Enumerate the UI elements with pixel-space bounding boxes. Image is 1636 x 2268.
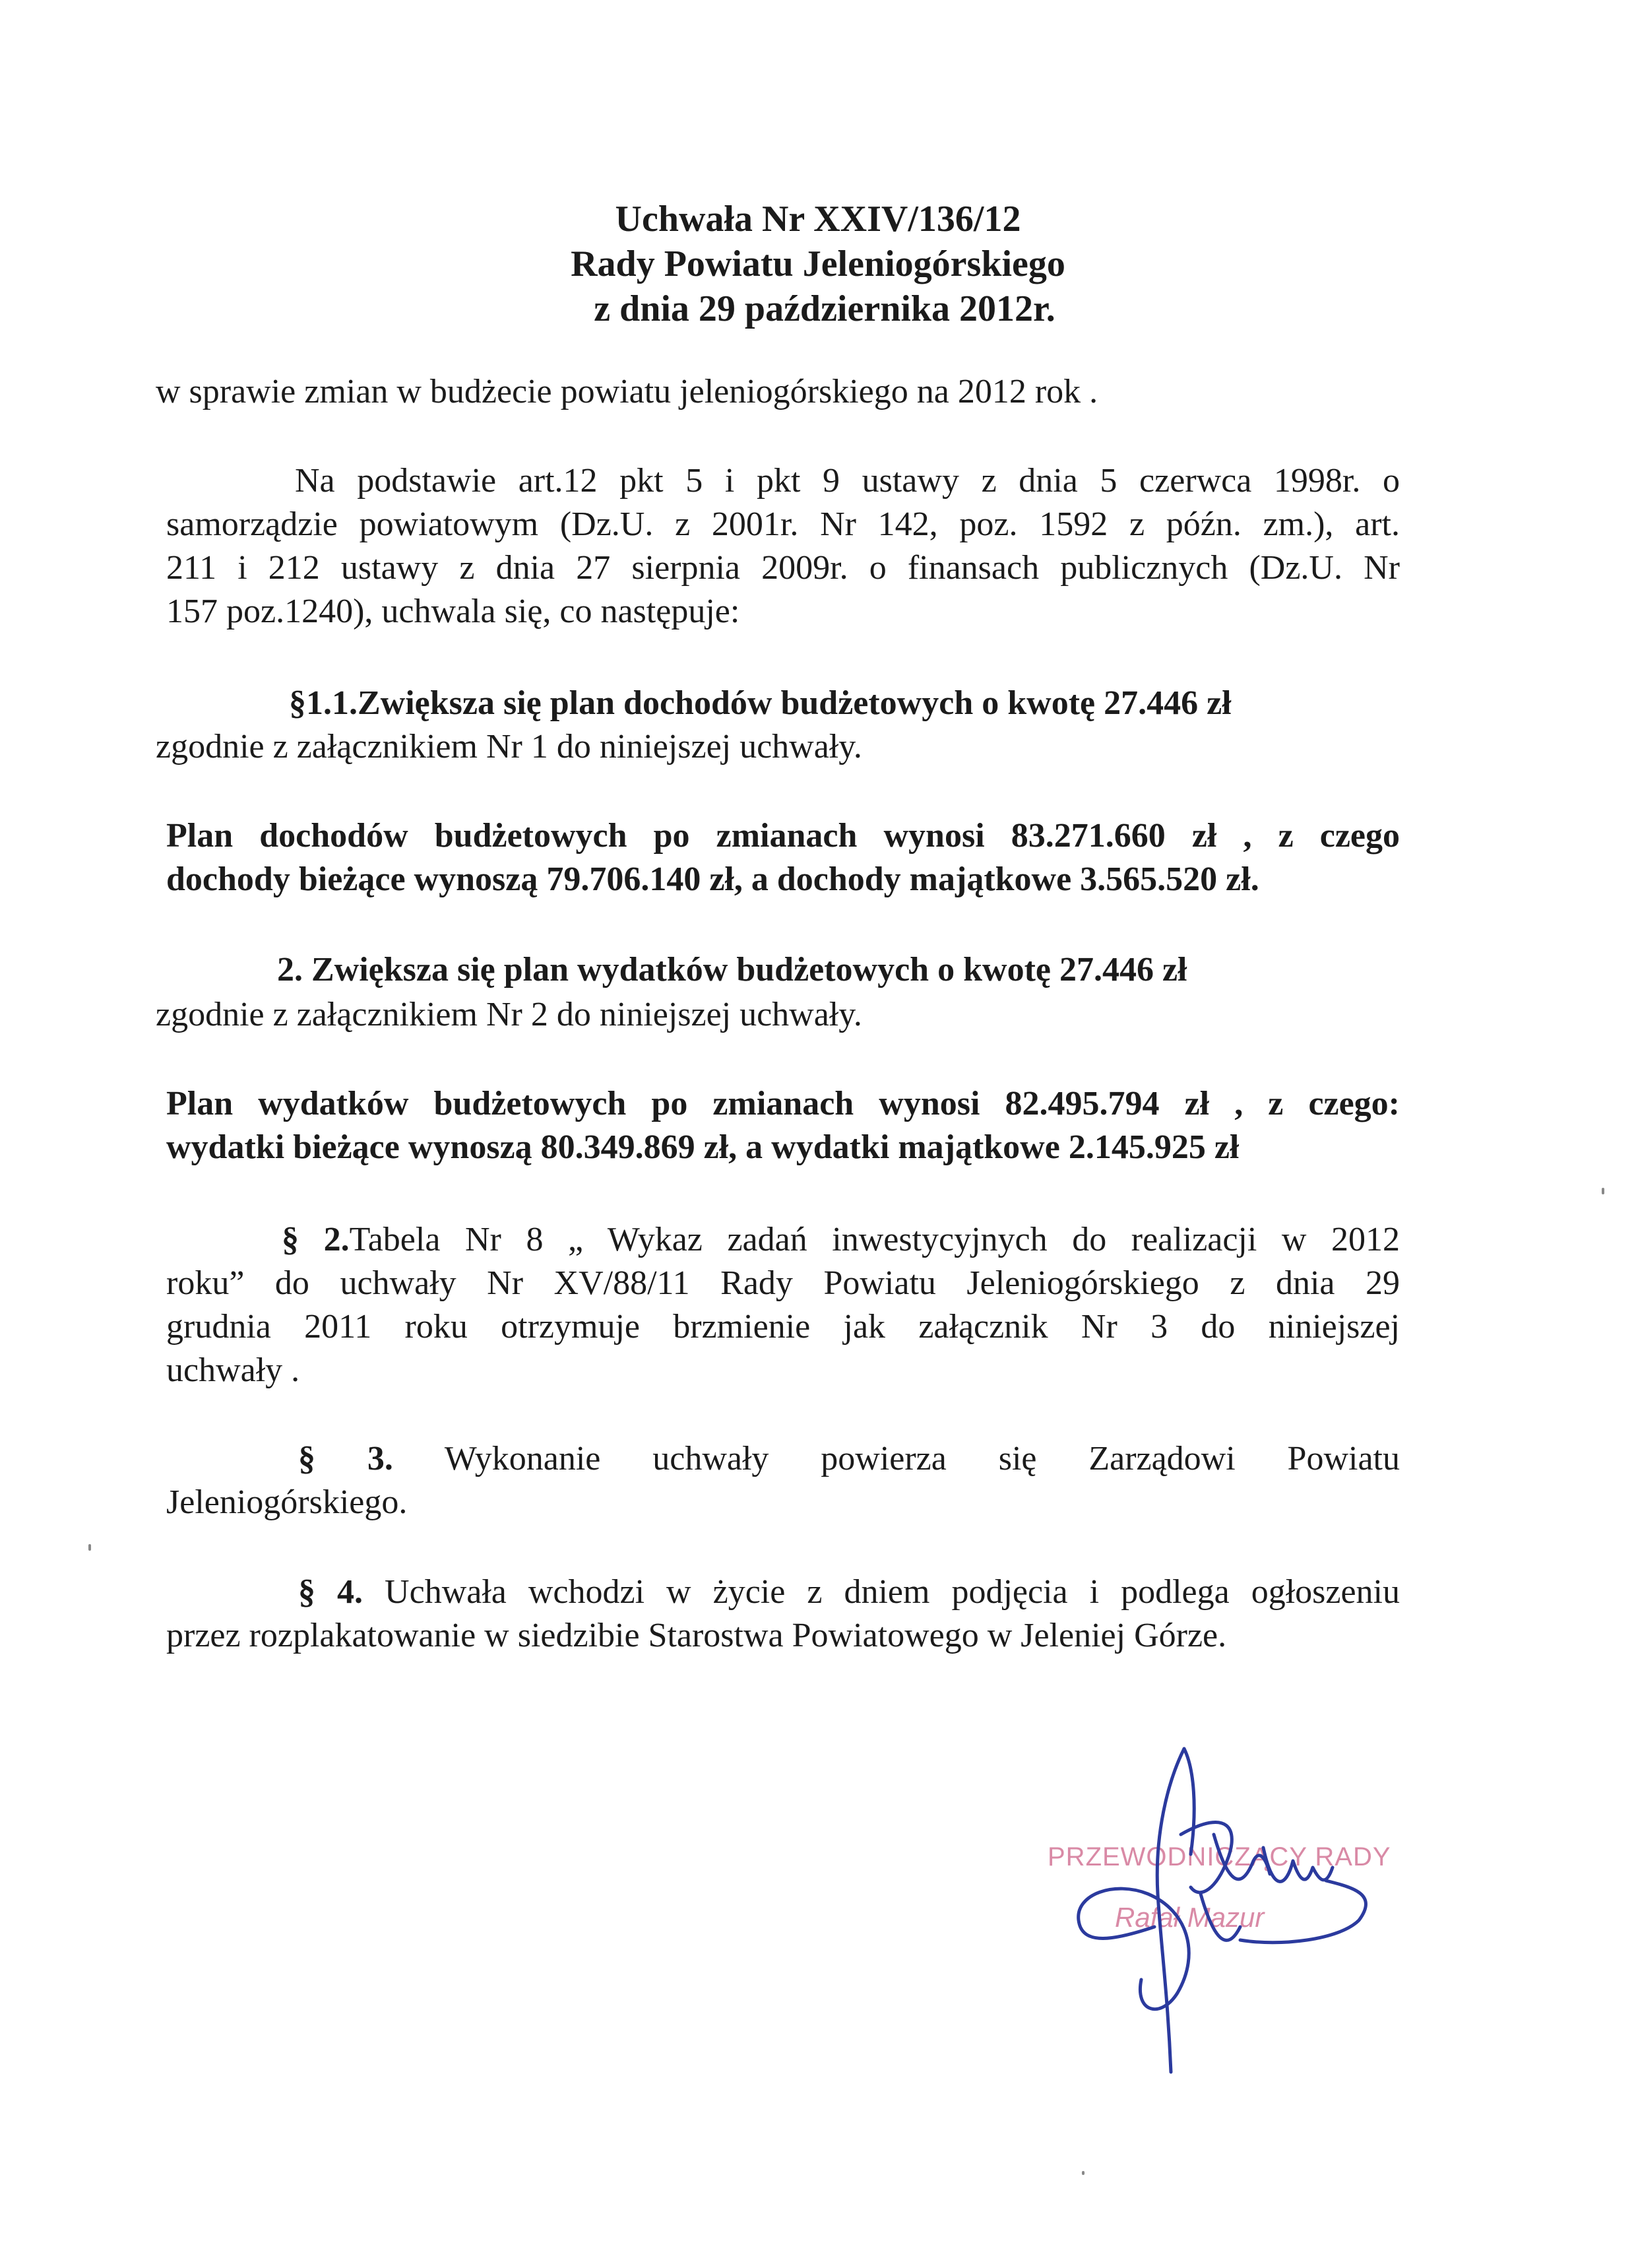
income-plan-line: Plan dochodów budżetowych po zmianach wynosi 83.271.660 zł , z czego <box>166 817 1400 855</box>
scan-speck <box>88 1544 91 1551</box>
preamble <box>166 459 1400 633</box>
paragraph-4 <box>166 1571 1400 1658</box>
paragraph-4-line: § 4. Uchwała wchodzi w życie z dniem podjęcia i podlega ogłoszeniu <box>298 1573 1400 1611</box>
expense-plan-line: wydatki bieżące wynoszą 80.349.869 zł, a wydatki majątkowe 2.145.925 zł <box>166 1128 1240 1166</box>
income-plan-line: dochody bieżące wynoszą 79.706.140 zł, a dochody majątkowe 3.565.520 zł. <box>166 860 1259 898</box>
preamble-line: 211 i 212 ustawy z dnia 27 sierpnia 2009r. o finansach publicznych (Dz.U. Nr <box>166 549 1400 587</box>
paragraph-2-line: uchwały . <box>166 1351 300 1389</box>
paragraph-1-2-text: zgodnie z załącznikiem Nr 2 do niniejszej uchwały. <box>156 996 862 1033</box>
paragraph-2 <box>166 1218 1400 1392</box>
preamble-line: samorządzie powiatowym (Dz.U. z 2001r. Nr 142, poz. 1592 z późn. zm.), art. <box>166 505 1400 543</box>
preamble-line: Na podstawie art.12 pkt 5 i pkt 9 ustawy z dnia 5 czerwca 1998r. o <box>295 462 1400 500</box>
paragraph-1-1-heading: §1.1.Zwiększa się plan dochodów budżetowych o kwotę 27.446 zł <box>289 684 1232 722</box>
preamble-line: 157 poz.1240), uchwala się, co następuje: <box>166 593 740 630</box>
scan-speck <box>1602 1188 1604 1194</box>
paragraph-3 <box>166 1437 1400 1524</box>
paragraph-4-label: § 4. <box>298 1573 363 1611</box>
resolution-date: z dnia 29 października 2012r. <box>594 288 1055 329</box>
resolution-subject: w sprawie zmian w budżecie powiatu jeleniogórskiego na 2012 rok . <box>156 373 1098 410</box>
scan-speck <box>1082 2171 1085 2175</box>
paragraph-3-line: § 3. Wykonanie uchwały powierza się Zarządowi Powiatu <box>298 1440 1400 1477</box>
income-plan <box>166 814 1400 901</box>
paragraph-2-line: § 2.Tabela Nr 8 „ Wykaz zadań inwestycyjnych do realizacji w 2012 <box>282 1221 1400 1258</box>
council-name: Rady Powiatu Jeleniogórskiego <box>571 243 1065 284</box>
stamp-title: PRZEWODNICZĄCY RADY <box>1048 1842 1391 1871</box>
resolution-number: Uchwała Nr XXIV/136/12 <box>615 199 1021 240</box>
paragraph-4-line: przez rozplakatowanie w siedzibie Starostwa Powiatowego w Jeleniej Górze. <box>166 1617 1227 1654</box>
paragraph-2-line: roku” do uchwały Nr XV/88/11 Rady Powiatu Jeleniogórskiego z dnia 29 <box>166 1264 1400 1302</box>
stamp-name: Rafał Mazur <box>1115 1902 1265 1933</box>
signature <box>1042 1729 1412 2098</box>
paragraph-1-1-text: zgodnie z załącznikiem Nr 1 do niniejszej uchwały. <box>156 728 862 765</box>
paragraph-3-label: § 3. <box>298 1440 393 1477</box>
expense-plan <box>166 1082 1400 1169</box>
paragraph-2-label: § 2. <box>282 1221 350 1258</box>
expense-plan-line: Plan wydatków budżetowych po zmianach wynosi 82.495.794 zł , z czego: <box>166 1085 1400 1122</box>
paragraph-3-line: Jeleniogórskiego. <box>166 1483 408 1521</box>
paragraph-1-2-heading: 2. Zwiększa się plan wydatków budżetowych o kwotę 27.446 zł <box>277 951 1187 988</box>
paragraph-2-line: grudnia 2011 roku otrzymuje brzmienie jak załącznik Nr 3 do niniejszej <box>166 1308 1400 1345</box>
